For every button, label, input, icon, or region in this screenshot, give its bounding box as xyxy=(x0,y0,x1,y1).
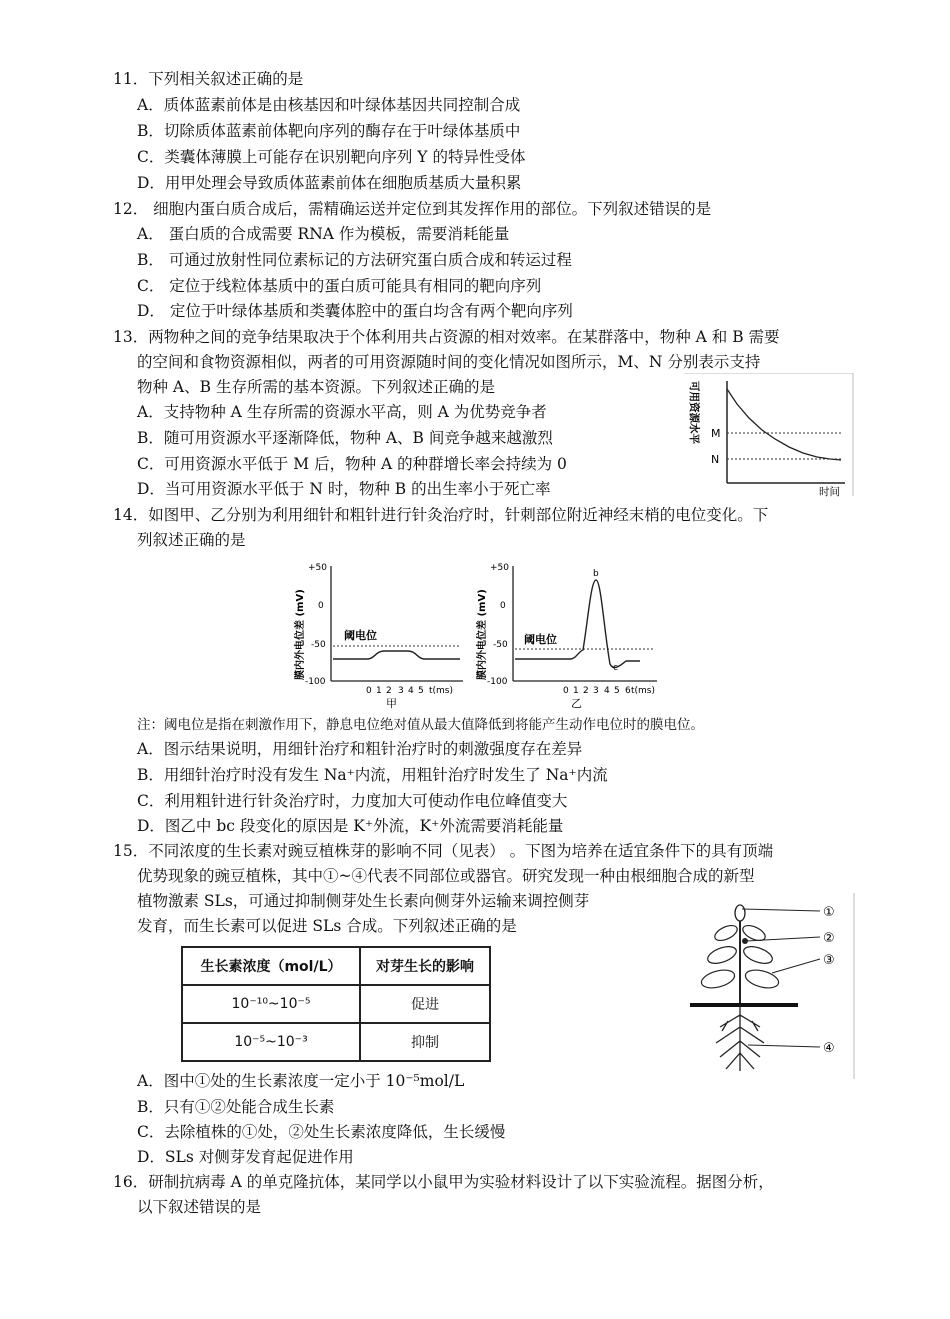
potential-chart-yi xyxy=(470,560,660,712)
resource-time-graph xyxy=(683,373,855,497)
q15-stem-line2: 优势现象的豌豆植株，其中①~④代表不同部位或器官。研究发现一种由根细胞合成的新型 xyxy=(137,867,755,885)
q15-option-b: B．只有①②处能合成生长素 xyxy=(137,1098,335,1116)
plant-label-4: ④ xyxy=(823,1041,835,1056)
resource-curve xyxy=(727,389,841,460)
q15-stem-line4: 发育，而生长素可以促进 SLs 合成。下列叙述正确的是 xyxy=(137,917,517,935)
q12-stem: 12． 细胞内蛋白质合成后，需精确运送并定位到其发挥作用的部位。下列叙述错误的是 xyxy=(113,200,712,218)
plant-label-3: ③ xyxy=(823,953,835,968)
q13-stem-line1: 13．两物种之间的竞争结果取决于个体利用共占资源的相对效率。在某群落中，物种 A 和 B 需要 xyxy=(113,328,780,346)
q13-option-d: D．当可用资源水平低于 N 时，物种 B 的出生率小于死亡率 xyxy=(137,480,551,498)
yi-xtick-4: 4 xyxy=(604,686,610,696)
q14-option-c: C．利用粗针进行针灸治疗时，力度加大可使动作电位峰值变大 xyxy=(137,792,568,810)
table-cell-effect: 抑制 xyxy=(360,1023,490,1061)
potential-chart-jia xyxy=(288,560,466,712)
yi-caption: 乙 xyxy=(571,697,582,710)
apical-bud xyxy=(735,905,745,921)
pointer-line-4 xyxy=(748,1045,820,1047)
jia-xunit: t(ms) xyxy=(429,686,454,696)
jia-xtick-5: 5 xyxy=(418,686,424,696)
m-label: M xyxy=(711,427,721,440)
table-row xyxy=(182,1023,490,1061)
yi-threshold-label: 阈电位 xyxy=(524,633,557,646)
yi-xtick-2: 2 xyxy=(583,686,589,696)
jia-xtick-0: 0 xyxy=(366,686,372,696)
q13-option-c: C．可用资源水平低于 M 后，物种 A 的种群增长率会持续为 0 xyxy=(137,455,567,473)
jia-ytick-minus50: -50 xyxy=(311,640,326,650)
yi-xtick-3: 3 xyxy=(593,686,599,696)
q15-stem-line3: 植物激素 SLs，可通过抑制侧芽处生长素向侧芽外运输来调控侧芽 xyxy=(137,892,590,910)
q12-option-a: A． 蛋白质的合成需要 RNA 作为模板，需要消耗能量 xyxy=(137,225,510,243)
table-header-effect: 对芽生长的影响 xyxy=(360,947,490,985)
jia-xtick-2: 2 xyxy=(386,686,392,696)
q15-option-a: A．图中①处的生长素浓度一定小于 10⁻⁵mol/L xyxy=(137,1072,465,1090)
q15-stem-line1: 15．不同浓度的生长素对豌豆植株芽的影响不同（见表） 。下图为培养在适宜条件下的具有顶端 xyxy=(113,842,774,860)
yi-point-c: c xyxy=(613,663,618,673)
table-header-concentration: 生长素浓度（mol/L） xyxy=(182,947,360,985)
jia-xtick-4: 4 xyxy=(408,686,414,696)
q11-option-b: B．切除质体蓝素前体靶向序列的酶存在于叶绿体基质中 xyxy=(137,122,521,140)
q14-stem-line1: 14．如图甲、乙分别为利用细针和粗针进行针灸治疗时，针刺部位附近神经末梢的电位变化。下 xyxy=(113,506,769,524)
jia-ylabel: 膜内外电位差 (mV) xyxy=(295,589,306,680)
q13-option-b: B．随可用资源水平逐渐降低，物种 A、B 间竞争越来越激烈 xyxy=(137,429,553,447)
n-label: N xyxy=(711,453,720,466)
leaf xyxy=(744,967,781,991)
q11-option-a: A．质体蓝素前体是由核基因和叶绿体基因共同控制合成 xyxy=(137,96,521,114)
q14-note: 注：阈电位是指在刺激作用下，静息电位绝对值从最大值降低到将能产生动作电位时的膜电位。 xyxy=(137,717,704,733)
yi-point-b: b xyxy=(593,569,599,579)
jia-caption: 甲 xyxy=(386,697,397,710)
jia-threshold-label: 阈电位 xyxy=(344,629,377,642)
leaf xyxy=(700,967,737,991)
q15-option-c: C．去除植株的①处，②处生长素浓度降低，生长缓慢 xyxy=(137,1123,506,1141)
yi-ytick-minus100: -100 xyxy=(487,677,508,687)
plant-label-2: ② xyxy=(823,931,835,946)
yi-ytick-0: 0 xyxy=(500,601,506,611)
q14-stem-line2: 列叙述正确的是 xyxy=(137,531,246,549)
q11-option-c: C．类囊体薄膜上可能存在识别靶向序列 Y 的特异性受体 xyxy=(137,148,526,166)
q13-stem-line3: 物种 A、B 生存所需的基本资源。下列叙述正确的是 xyxy=(137,378,495,396)
plant-roots xyxy=(716,1005,764,1071)
resource-graph-xlabel: 时间 xyxy=(819,486,840,497)
jia-ytick-50: +50 xyxy=(308,563,327,573)
q12-option-d: D． 定位于叶绿体基质和类囊体腔中的蛋白均含有两个靶向序列 xyxy=(137,302,573,320)
q11-stem: 11．下列相关叙述正确的是 xyxy=(113,70,304,88)
table-row xyxy=(182,985,490,1023)
leaf xyxy=(706,943,739,966)
q14-option-b: B．用细针治疗时没有发生 Na⁺内流，用粗针治疗时发生了 Na⁺内流 xyxy=(137,766,608,784)
yi-xtick-1: 1 xyxy=(573,686,579,696)
yi-ylabel: 膜内外电位差 (mV) xyxy=(477,589,488,680)
q15-option-d: D．SLs 对侧芽发育起促进作用 xyxy=(137,1148,354,1166)
resource-graph-ylabel: 可用资源水平 xyxy=(688,381,700,444)
yi-xunit: t(ms) xyxy=(631,686,656,696)
jia-xtick-3: 3 xyxy=(398,686,404,696)
yi-ytick-50: +50 xyxy=(490,563,509,573)
yi-ytick-minus50: -50 xyxy=(493,640,508,650)
table-header-row xyxy=(182,947,490,985)
q12-option-c: C． 定位于线粒体基质中的蛋白质可能具有相同的靶向序列 xyxy=(137,277,542,295)
pointer-line-3 xyxy=(772,959,820,973)
q13-option-a: A．支持物种 A 生存所需的资源水平高，则 A 为优势竞争者 xyxy=(137,403,547,421)
leaf xyxy=(742,943,775,966)
pea-plant-figure xyxy=(688,893,856,1081)
jia-xtick-1: 1 xyxy=(376,686,382,696)
q16-stem-line1: 16．研制抗病毒 A 的单克隆抗体，某同学以小鼠甲为实验材料设计了以下实验流程。据图分析， xyxy=(113,1173,774,1191)
leaf xyxy=(713,922,740,943)
table-cell-concentration: 10⁻¹⁰~10⁻⁵ xyxy=(182,985,360,1023)
yi-potential-curve xyxy=(515,580,640,667)
yi-xtick-5: 5 xyxy=(614,686,620,696)
yi-xtick-0: 0 xyxy=(563,686,569,696)
pointer-line-1 xyxy=(742,909,820,911)
jia-ytick-0: 0 xyxy=(318,601,324,611)
q16-stem-line2: 以下叙述错误的是 xyxy=(137,1198,262,1216)
yi-xtick-6: 6 xyxy=(625,686,631,696)
q13-stem-line2: 的空间和食物资源相似，两者的可用资源随时间的变化情况如图所示，M、N 分别表示支持 xyxy=(137,353,761,371)
q14-option-d: D．图乙中 bc 段变化的原因是 K⁺外流，K⁺外流需要消耗能量 xyxy=(137,817,564,835)
jia-ytick-minus100: -100 xyxy=(305,677,326,687)
table-cell-effect: 促进 xyxy=(360,985,490,1023)
auxin-table xyxy=(181,946,491,1062)
q14-option-a: A．图示结果说明，用细针治疗和粗针治疗时的刺激强度存在差异 xyxy=(137,740,583,758)
q12-option-b: B． 可通过放射性同位素标记的方法研究蛋白质合成和转运过程 xyxy=(137,251,572,269)
table-cell-concentration: 10⁻⁵~10⁻³ xyxy=(182,1023,360,1061)
jia-potential-curve xyxy=(333,651,460,659)
plant-label-1: ① xyxy=(823,905,835,920)
q11-option-d: D．用甲处理会导致质体蓝素前体在细胞质基质大量积累 xyxy=(137,174,522,192)
